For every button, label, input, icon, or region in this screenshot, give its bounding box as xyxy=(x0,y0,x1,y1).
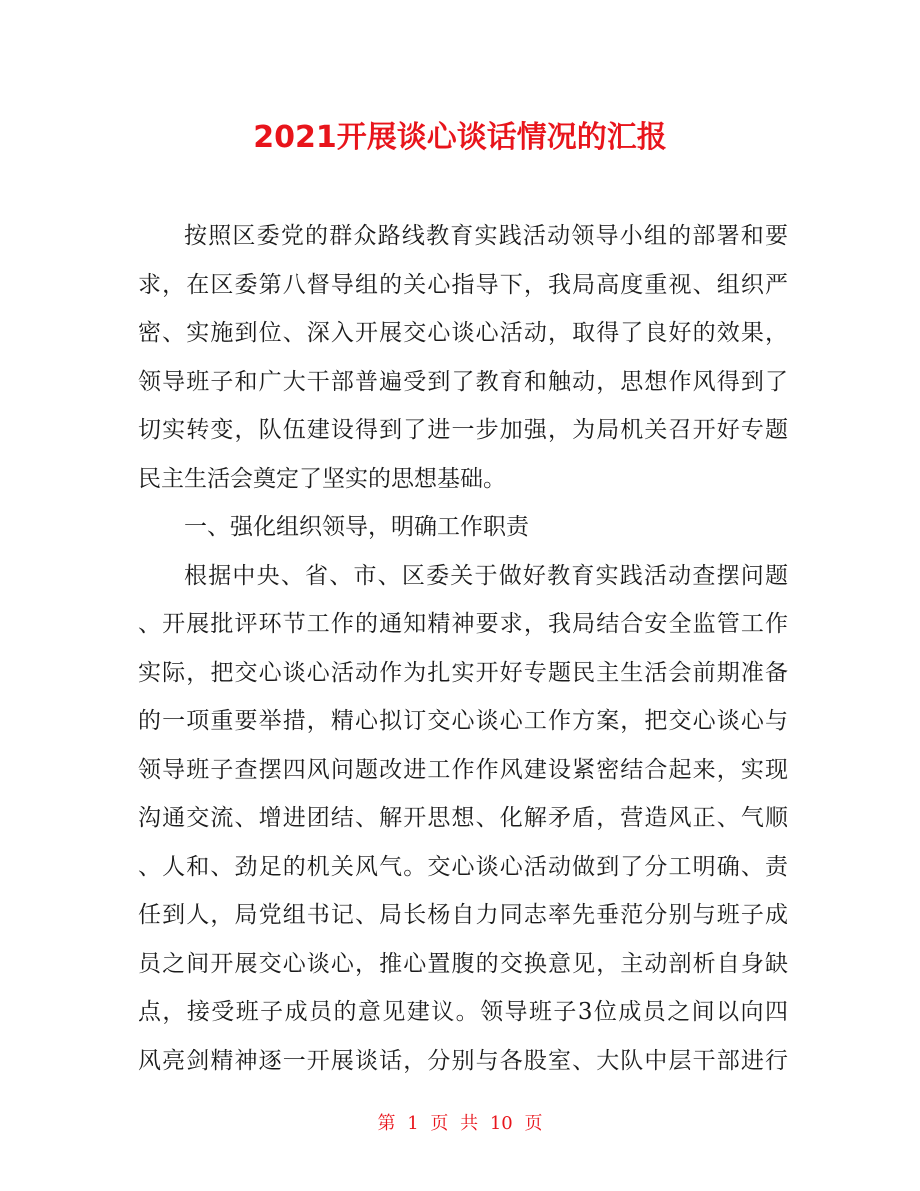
body-line: 领导班子查摆四风问题改进工作作风建设紧密结合起来，实现 xyxy=(138,756,788,783)
body-line: 切实转变，队伍建设得到了进一步加强，为局机关召开好专题 xyxy=(138,417,788,443)
body-line: 员之间开展交心谈心，推心置腹的交换意见，主动剖析自身缺 xyxy=(138,950,788,977)
body-line: 民主生活会奠定了坚实的思想基础。 xyxy=(138,465,506,492)
page-footer: 第 1 页 共 10 页 xyxy=(377,1113,543,1134)
body-line: 任到人，局党组书记、局长杨自力同志率先垂范分别与班子成 xyxy=(138,902,788,928)
body-line: 、开展批评环节工作的通知精神要求，我局结合安全监管工作 xyxy=(138,611,788,637)
body-line: 实际，把交心谈心活动作为扎实开好专题民主生活会前期准备 xyxy=(138,659,788,686)
body-line: 风亮剑精神逐一开展谈话，分别与各股室、大队中层干部进行 xyxy=(138,1047,788,1074)
body-line: 领导班子和广大干部普遍受到了教育和触动，思想作风得到了 xyxy=(138,368,788,395)
body-line: 点，接受班子成员的意见建议。领导班子3位成员之间以向四 xyxy=(138,999,788,1025)
document-body xyxy=(138,212,788,1085)
body-line: 根据中央、省、市、区委关于做好教育实践活动查摆问题 xyxy=(184,562,788,589)
body-line: 、人和、劲足的机关风气。交心谈心活动做到了分工明确、责 xyxy=(138,853,788,880)
body-line: 密、实施到位、深入开展交心谈心活动，取得了良好的效果， xyxy=(138,320,788,346)
body-line: 一、强化组织领导，明确工作职责 xyxy=(184,514,529,540)
body-line: 求，在区委第八督导组的关心指导下，我局高度重视、组织严 xyxy=(138,271,788,298)
body-line: 按照区委党的群众路线教育实践活动领导小组的部署和要 xyxy=(184,223,788,249)
body-line: 沟通交流、增进团结、解开思想、化解矛盾，营造风正、气顺 xyxy=(138,805,788,831)
body-line: 的一项重要举措，精心拟订交心谈心工作方案，把交心谈心与 xyxy=(138,708,788,734)
document-title: 2021开展谈心谈话情况的汇报 xyxy=(253,120,667,155)
